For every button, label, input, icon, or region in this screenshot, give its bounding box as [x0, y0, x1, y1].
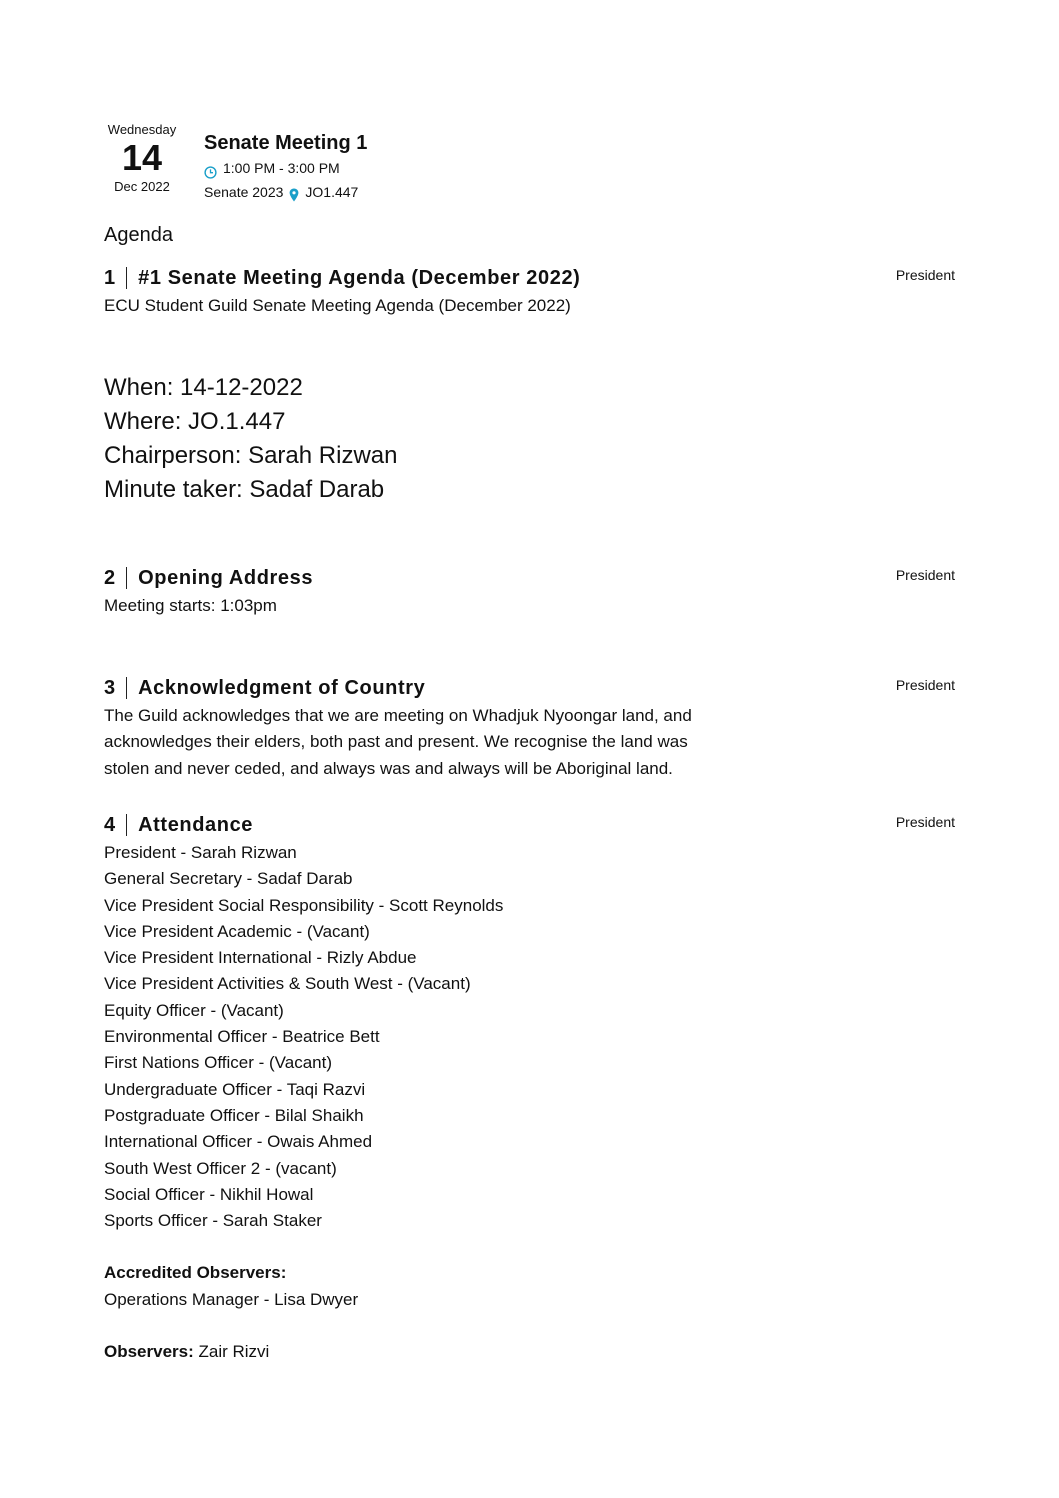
item-divider	[126, 567, 127, 589]
attendee: President - Sarah Rizwan	[104, 843, 297, 862]
attendee: Vice President Social Responsibility - Scott Reynolds	[104, 895, 504, 915]
attendee: Undergraduate Officer - Taqi Razvi	[104, 1079, 366, 1099]
attendee: Vice President Activities & South West - (Vacant)	[104, 974, 471, 994]
attendee: Social Officer - Nikhil Howal	[104, 1184, 314, 1204]
text-line: acknowledges their elders, both past and present. We recognise the land was	[104, 732, 688, 752]
item-number: 2	[104, 566, 116, 589]
accredited-observers-label: Accredited Observers:	[104, 1263, 287, 1283]
item-owner: President	[895, 814, 955, 830]
item-divider	[126, 677, 127, 699]
text-line: The Guild acknowledges that we are meeting on Whadjuk Nyoongar land, and	[104, 706, 692, 725]
meeting-location	[204, 180, 367, 204]
detail-when: When: 14-12-2022	[104, 374, 303, 402]
attendee: Equity Officer - (Vacant)	[104, 1000, 284, 1020]
item-title[interactable]: Opening Address	[138, 566, 314, 589]
observers-value: Zair Rizvi	[193, 1342, 270, 1362]
meeting-info	[204, 130, 367, 204]
attendee: Sports Officer - Sarah Staker	[104, 1211, 322, 1231]
item-title[interactable]: Acknowledgment of Country	[138, 676, 426, 699]
clock-icon	[204, 162, 217, 175]
agenda-item-header	[104, 810, 964, 840]
attendee: First Nations Officer - (Vacant)	[104, 1053, 332, 1073]
item-description: ECU Student Guild Senate Meeting Agenda (December 2022)	[104, 296, 571, 315]
attendee: Vice President International - Rizly Abdue	[104, 948, 417, 968]
weekday: Wednesday	[107, 122, 177, 137]
observers	[104, 1339, 964, 1365]
agenda-item-header	[104, 263, 964, 293]
item-number: 3	[104, 676, 116, 699]
month-year: Dec 2022	[114, 179, 170, 194]
item-description	[104, 703, 964, 782]
item-number: 4	[104, 813, 116, 836]
location-pin-icon	[289, 185, 299, 199]
detail-chairperson: Chairperson: Sarah Rizwan	[104, 442, 398, 470]
agenda-item-4	[104, 810, 964, 1365]
agenda-item-1	[104, 263, 964, 507]
item-title[interactable]: #1 Senate Meeting Agenda (December 2022)	[138, 266, 581, 289]
item-owner: President	[895, 267, 955, 283]
attendee: South West Officer 2 - (vacant)	[104, 1158, 337, 1178]
attendee: Vice President Academic - (Vacant)	[104, 921, 370, 941]
meeting-time	[204, 156, 367, 180]
meeting-details	[104, 371, 964, 507]
attendee: International Officer - Owais Ahmed	[104, 1132, 373, 1152]
item-description: Meeting starts: 1:03pm	[104, 596, 277, 615]
agenda-item-header	[104, 563, 964, 593]
item-owner: President	[895, 677, 955, 693]
attendee: Environmental Officer - Beatrice Bett	[104, 1027, 380, 1047]
detail-where: Where: JO.1.447	[104, 408, 286, 436]
observers-label: Observers:	[104, 1342, 194, 1362]
agenda-item-3	[104, 673, 964, 782]
day-number: 14	[121, 137, 163, 178]
meeting-title[interactable]: Senate Meeting 1	[204, 132, 368, 154]
item-title[interactable]: Attendance	[138, 813, 254, 836]
detail-minute-taker: Minute taker: Sadaf Darab	[104, 476, 385, 504]
agenda-item-2	[104, 563, 964, 619]
agenda-heading: Agenda	[104, 224, 173, 246]
accredited-observers-value: Operations Manager - Lisa Dwyer	[104, 1289, 359, 1309]
date-block	[100, 122, 184, 196]
accredited-observers	[104, 1260, 964, 1313]
item-divider	[126, 814, 127, 836]
item-number: 1	[104, 266, 116, 289]
meeting-group: Senate 2023	[204, 184, 284, 200]
text-line: stolen and never ceded, and always was and always will be Aboriginal land.	[104, 758, 673, 778]
attendee: General Secretary - Sadaf Darab	[104, 869, 353, 889]
attendee: Postgraduate Officer - Bilal Shaikh	[104, 1105, 364, 1125]
item-owner: President	[895, 567, 955, 583]
attendance-list	[104, 840, 964, 1234]
meeting-room: JO1.447	[305, 184, 359, 200]
meeting-time-text: 1:00 PM - 3:00 PM	[223, 160, 340, 176]
agenda-item-header	[104, 673, 964, 703]
item-divider	[126, 267, 127, 289]
